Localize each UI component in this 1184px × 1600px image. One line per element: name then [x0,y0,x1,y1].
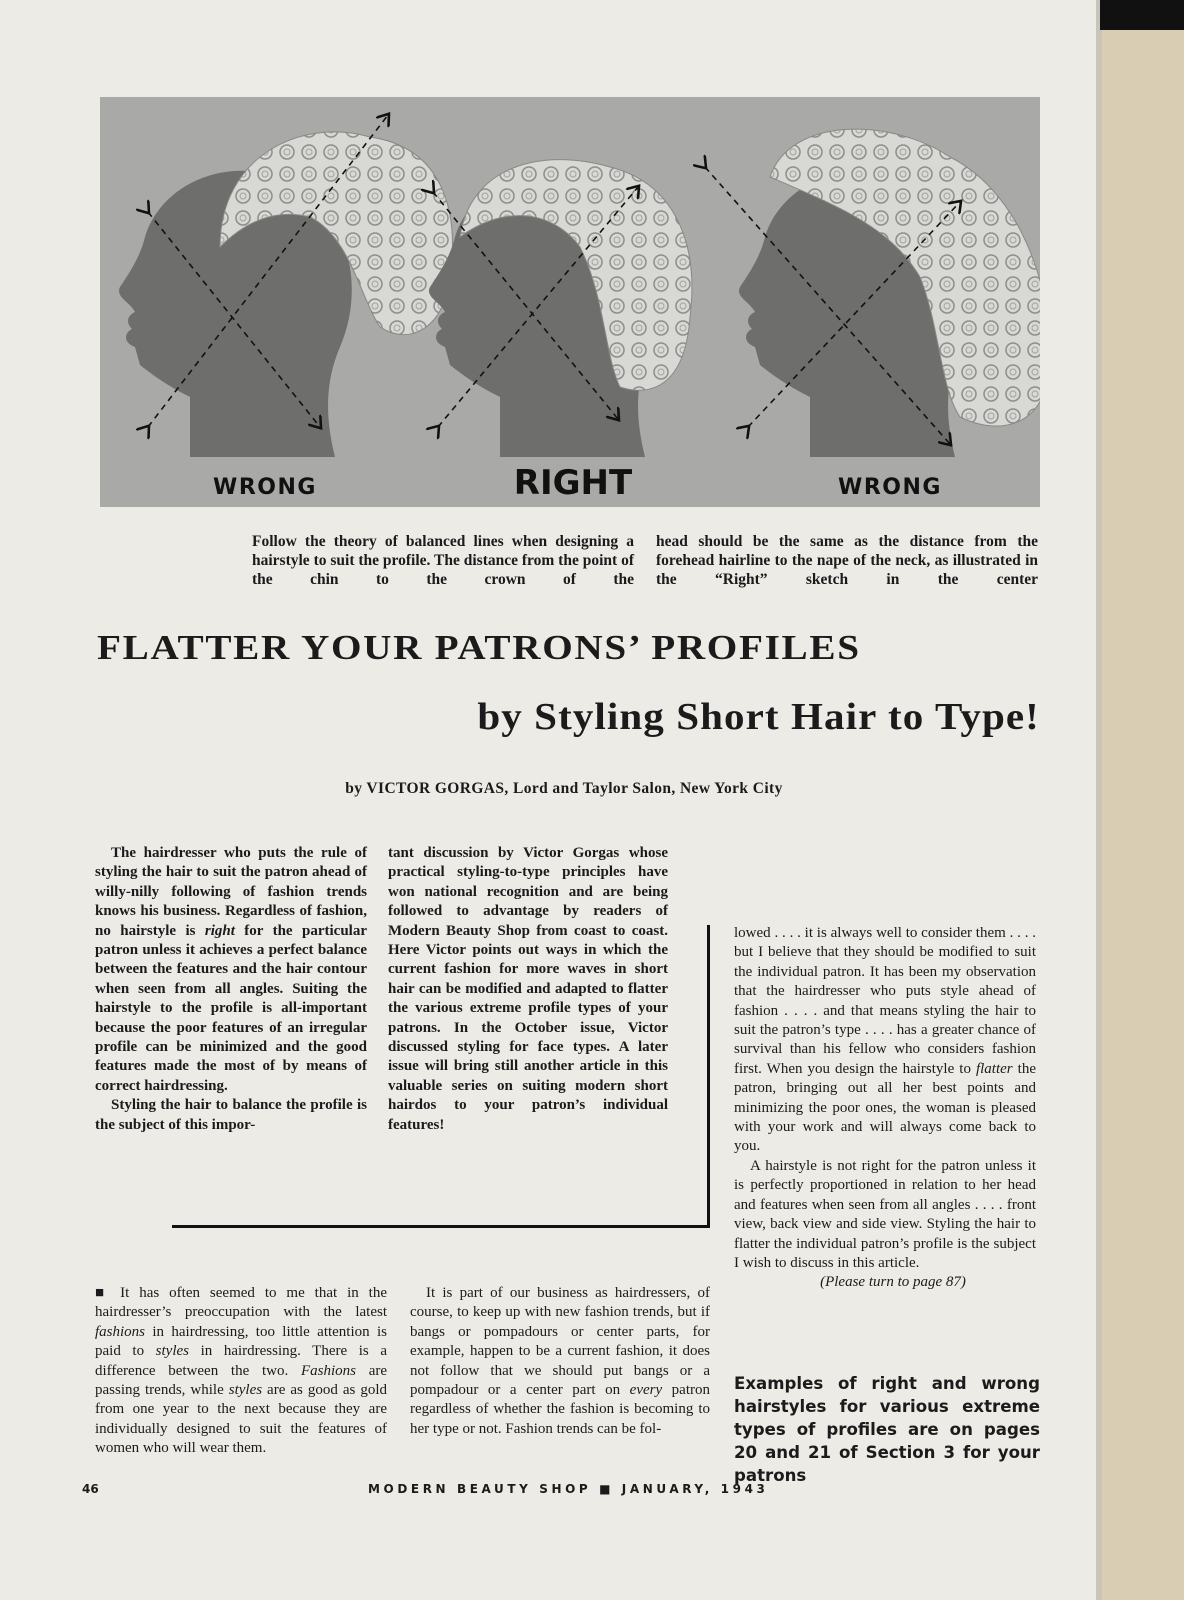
paragraph [95,1096,367,1135]
paragraph [410,1284,710,1439]
paragraph [734,1157,1036,1273]
intro-column-1 [95,844,367,1135]
text-run: in hairdressing. There is a difference between the two. [95,1343,387,1379]
paragraph [734,924,1036,1157]
caption-left: Follow the theory of balanced lines when designing a hairstyle to suit the profile. The distance from the point of the chin to the crown of the [252,533,634,588]
vertical-rule [707,925,710,1228]
text-run: The hairdresser who puts the rule of styling the hair to suit the patron ahead of willy-nilly following of fashion trends knows his business. Regardless of fashion, no hairstyle is [95,845,367,939]
scan-corner [1100,0,1184,30]
label-wrong-left: WRONG [213,475,317,500]
caption-right: head should be the same as the distance from the forehead hairline to the nape of the neck, as illustrated in the “Right” sketch in the center [656,533,1038,588]
text-run: lowed . . . . it is always well to consider them . . . . but I believe that they should be modified to suit the individual patron. It has been my observation that the hairdresser who puts style ahead of fashion . . . . and that means styling the hair to suit the patron’s type . . . . has a greater chance of survival than his fellow who considers fashion first. When you design the hairstyle to [734,925,1036,1077]
label-right: RIGHT [513,463,633,503]
text-run: the patron, bringing out all her best points and minimizing the poor ones, the woman is pleased with your work and will always come back to you. [734,1060,1036,1155]
page-edge [1100,0,1184,1600]
italic-text: fashions [95,1323,146,1340]
italic-text: styles [155,1343,189,1360]
text-run: for the particular patron unless it achieves a perfect balance between the features and the hair contour when seen from all angles. Suiting the hairstyle to the profile is all-important because the poor features of an irregular profile can be minimized and the good features made the most of by means of correct hairdressing. [95,922,367,1094]
pages-reference-blurb: Examples of right and wrong hairstyles for various extreme types of profiles are on pages 20 and 21 of Section 3 for your patrons [734,1374,1040,1485]
italic-text: Fashions [300,1362,356,1379]
page-number: 46 [82,1482,99,1496]
profile-illustration [100,97,1040,507]
intro-column-2 [388,844,668,1135]
horizontal-rule [172,1225,710,1228]
byline: by VICTOR GORGAS, Lord and Taylor Salon, New York City [345,780,783,797]
body-column-3 [734,924,1036,1293]
body-column-1 [95,1284,387,1459]
text-run: tant discussion by Victor Gorgas whose practical styling-to-type principles have won national recognition and are being followed to advantage by readers of Modern Beauty Shop from coast to coast. Here Victor points out ways in which the current fashion for more waves in short hair can be modified and adapted to flatter the various extreme profile types of your patrons. In the October issue, Victor discussed styling for face types. A later issue will bring still another article in this valuable series on suiting modern short hairdos to your patron’s individual features! [388,845,668,1133]
italic-text: styles [228,1382,263,1399]
article-subtitle: by Styling Short Hair to Type! [477,696,1040,738]
page-gutter [1096,0,1102,1600]
footer-magazine: MODERN BEAUTY SHOP ■ JANUARY, 1943 [368,1482,769,1496]
article-title: FLATTER YOUR PATRONS’ PROFILES [97,628,861,667]
paragraph [95,1284,387,1459]
body-column-3-text [734,924,1036,1273]
italic-text: every [629,1382,663,1399]
paragraph [388,844,668,1135]
paragraph [95,844,367,1096]
body-column-2 [410,1284,710,1439]
continued-note: (Please turn to page 87) [820,1274,966,1291]
text-run: in hairdressing, too little attention is paid to [95,1323,387,1360]
text-run: It is part of our business as hairdressers, of course, to keep up with new fashion trends, but if bangs or pompadours or center parts, for example, happen to be a current fashion, it does not follow that we should put bangs or a pompadour or a center part on [410,1285,710,1399]
text-run: ■ It has often seemed to me that in the hairdresser’s preoccupation with the latest [95,1285,387,1321]
text-run: Styling the hair to balance the profile is the subject of this impor- [95,1097,367,1133]
label-wrong-right: WRONG [838,475,942,500]
italic-text: flatter [975,1060,1013,1077]
text-run: patron regardless of whether the fashion is becoming to her type or not. Fashion trends can be fol- [410,1382,710,1437]
text-run: are passing trends, while [95,1362,388,1399]
text-run: are as good as gold from one year to the next because they are individually designed to suit the features of women who will wear them. [95,1382,388,1457]
italic-text: right [204,922,235,939]
text-run: A hairstyle is not right for the patron unless it is perfectly proportioned in relation to her head and features when seen from all angles . . . . front view, back view and side view. Styling the hair to flatter the individual patron’s profile is the subject I wish to discuss in this article. [734,1157,1036,1271]
